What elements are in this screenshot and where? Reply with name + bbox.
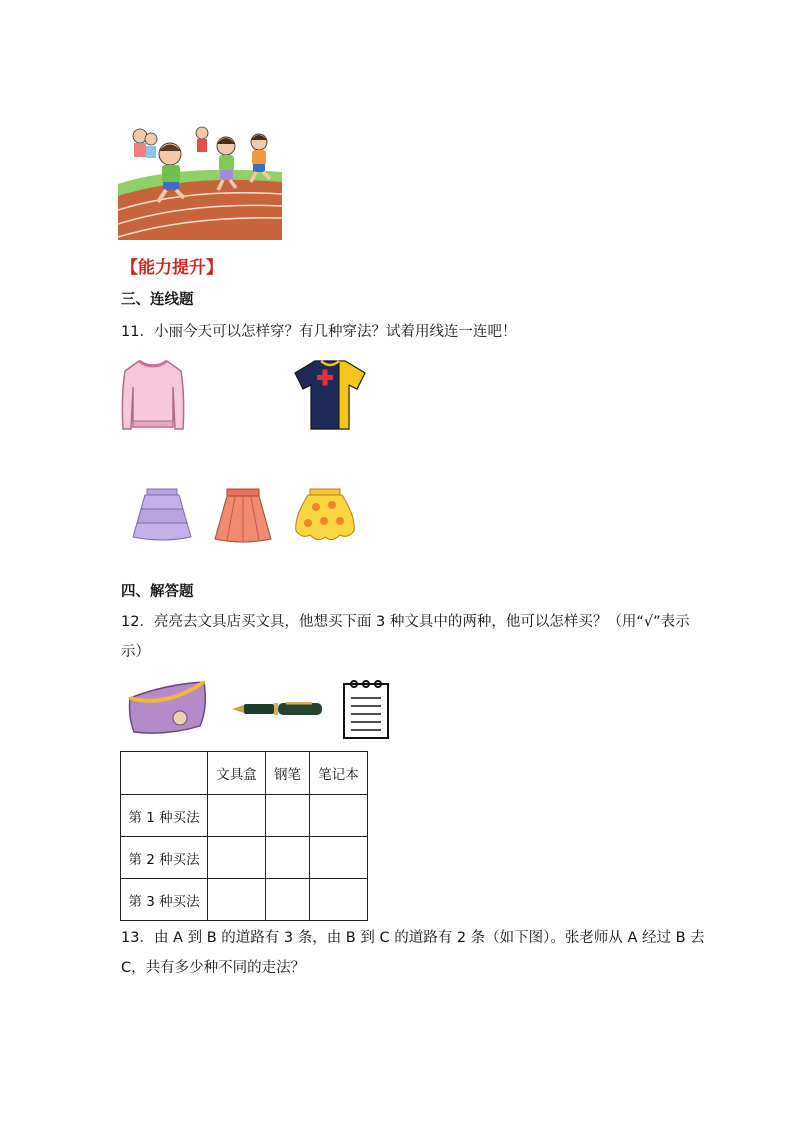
purchase-options-table — [120, 751, 368, 921]
part3-title: 三、连线题 — [121, 292, 194, 308]
pink-sweater-image — [119, 357, 187, 437]
part4-title: 四、解答题 — [121, 584, 194, 600]
question-12-line-2: 示） — [121, 644, 150, 660]
table-header-cell — [121, 752, 208, 795]
pencil-case-image — [126, 678, 210, 738]
section-heading: 【能力提升】 — [121, 258, 223, 278]
question-13-line-2: C，共有多少种不同的走法？ — [121, 960, 306, 976]
table-header-row — [121, 752, 368, 795]
table-row-label: 第 3 种买法 — [121, 879, 208, 921]
table-cell[interactable] — [266, 879, 310, 921]
table-cell[interactable] — [310, 879, 368, 921]
table-cell[interactable] — [208, 837, 266, 879]
table-header-cell: 钢笔 — [266, 752, 310, 795]
table-row-label: 第 2 种买法 — [121, 837, 208, 879]
running-children-illustration — [118, 124, 282, 240]
table-row-label: 第 1 种买法 — [121, 795, 208, 837]
coral-skirt-image — [213, 487, 273, 545]
table-cell[interactable] — [310, 795, 368, 837]
table-cell[interactable] — [310, 837, 368, 879]
question-12-line-1: 12．亮亮去文具店买文具，他想买下面 3 种文具中的两种，他可以怎样买？（用“√”表示 — [121, 614, 690, 630]
purple-skirt-image — [131, 487, 193, 543]
yellow-dotted-skirt-image — [292, 487, 358, 543]
table-header-cell: 文具盒 — [208, 752, 266, 795]
navy-tshirt-image — [291, 357, 369, 433]
question-11-text: 11．小丽今天可以怎样穿？有几种穿法？试着用线连一连吧！ — [121, 324, 517, 340]
table-row — [121, 795, 368, 837]
table-header-cell: 笔记本 — [310, 752, 368, 795]
table-cell[interactable] — [208, 879, 266, 921]
notebook-image — [342, 678, 390, 740]
fountain-pen-image — [230, 698, 324, 720]
table-row — [121, 879, 368, 921]
table-cell[interactable] — [266, 795, 310, 837]
table-cell[interactable] — [266, 837, 310, 879]
question-13-line-1: 13．由 A 到 B 的道路有 3 条，由 B 到 C 的道路有 2 条（如下图）。张老师从 A 经过 B 去 — [121, 930, 705, 946]
table-cell[interactable] — [208, 795, 266, 837]
table-row — [121, 837, 368, 879]
